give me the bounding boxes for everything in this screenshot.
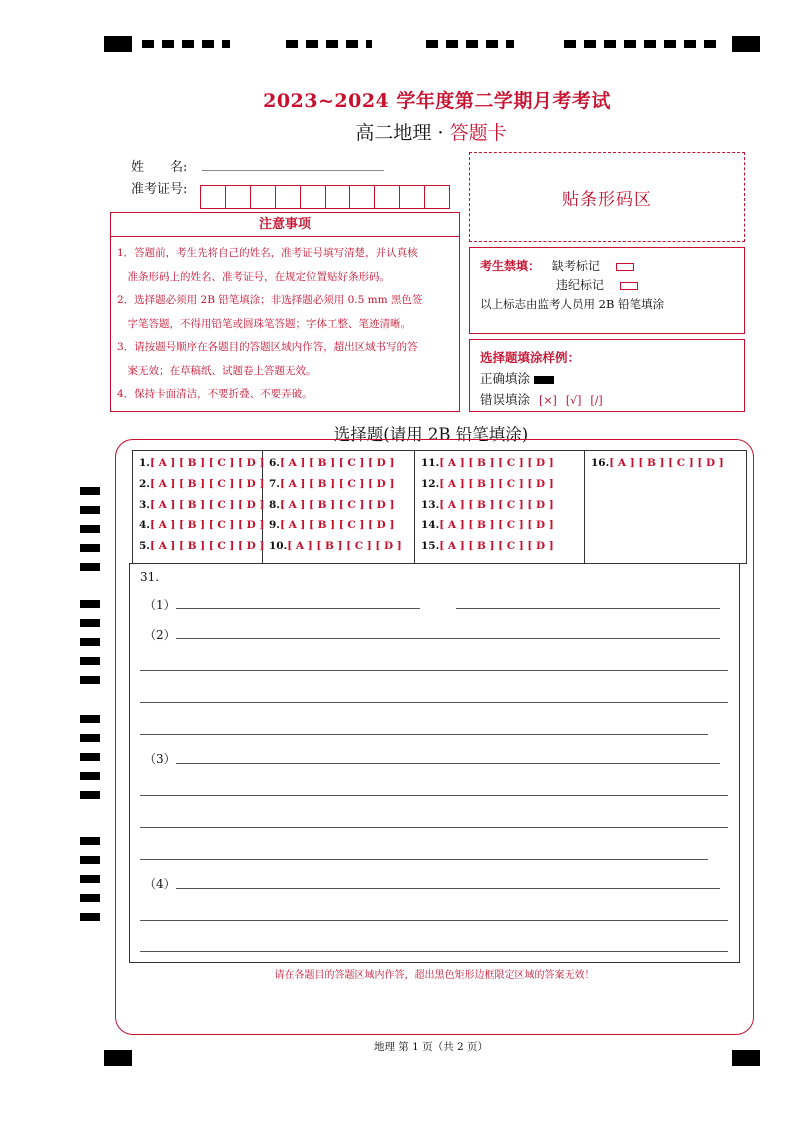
fill-sample-box <box>469 339 745 412</box>
mc-question-row[interactable]: 7.[ A ] [ B ] [ C ] [ D ] <box>269 477 395 490</box>
id-digit-box[interactable] <box>276 186 301 208</box>
q31-number: 31. <box>140 570 160 584</box>
exam-id-boxes[interactable] <box>200 185 450 209</box>
wrong-mark-cross: [×] <box>539 394 557 407</box>
mc-question-row[interactable]: 6.[ A ] [ B ] [ C ] [ D ] <box>269 457 395 469</box>
id-digit-box[interactable] <box>251 186 276 208</box>
mc-question-row[interactable]: 11.[ A ] [ B ] [ C ] [ D ] <box>421 457 554 469</box>
answer-line[interactable] <box>140 827 728 828</box>
note-line: 3．请按题号顺序在各题目的答题区域内作答，超出区域书写的答 <box>117 341 418 353</box>
wrong-mark-slash: [/] <box>590 394 603 407</box>
note-line: 2．选择题必须用 2B 铅笔填涂；非选择题必须用 0.5 mm 黑色签 <box>117 294 423 306</box>
note-line: 4．保持卡面清洁，不要折叠、不要弄破。 <box>117 388 313 400</box>
mc-table <box>132 450 747 564</box>
id-digit-box[interactable] <box>326 186 351 208</box>
answer-line[interactable] <box>140 702 728 703</box>
exam-title: 2023~2024 学年度第二学期月考考试 <box>263 90 611 112</box>
mc-section-title: 选择题(请用 2B 铅笔填涂) <box>333 425 529 444</box>
note-line: 1．答题前，考生先将自己的姓名，准考证号填写清楚，并认真核 <box>117 247 418 259</box>
answer-line[interactable] <box>140 670 728 671</box>
mc-column <box>585 451 746 563</box>
mc-question-row[interactable]: 9.[ A ] [ B ] [ C ] [ D ] <box>269 519 395 532</box>
answer-line[interactable] <box>456 608 720 609</box>
q31-part-label: （3） <box>144 752 176 766</box>
answer-line[interactable] <box>176 608 420 609</box>
q31-part-label: （1） <box>144 598 176 612</box>
mc-question-row[interactable]: 2.[ A ] [ B ] [ C ] [ D ] <box>139 477 265 490</box>
barcode-area <box>469 152 745 242</box>
id-digit-box[interactable] <box>301 186 326 208</box>
mc-question-row[interactable]: 4.[ A ] [ B ] [ C ] [ D ] <box>139 519 265 532</box>
answer-line[interactable] <box>140 859 708 860</box>
mc-column <box>263 451 415 563</box>
q31-part-label: （2） <box>144 628 176 642</box>
id-digit-box[interactable] <box>400 186 425 208</box>
answer-line[interactable] <box>140 734 708 735</box>
mc-question-row[interactable]: 15.[ A ] [ B ] [ C ] [ D ] <box>421 540 554 553</box>
filled-box-icon <box>534 376 554 384</box>
q31-part-label: （4） <box>144 877 176 891</box>
name-label: 姓 名: <box>131 160 188 175</box>
name-field[interactable] <box>202 170 384 171</box>
id-digit-box[interactable] <box>375 186 400 208</box>
proctor-only-title: 考生禁填： <box>480 259 541 273</box>
card-subtitle <box>0 118 794 145</box>
id-digit-box[interactable] <box>226 186 251 208</box>
proctor-note: 以上标志由监考人员用 2B 铅笔填涂 <box>480 297 665 311</box>
notes-title: 注意事项 <box>111 213 459 237</box>
violation-label: 违纪标记 <box>556 278 605 292</box>
subject-label: 高二地理 <box>355 122 432 144</box>
notes-list <box>111 237 459 407</box>
page-footer: 地理 第 1 页（共 2 页） <box>373 1041 489 1053</box>
mc-column <box>415 451 585 563</box>
id-digit-box[interactable] <box>425 186 449 208</box>
note-line: 准条形码上的姓名、准考证号，在规定位置贴好条形码。 <box>117 270 390 283</box>
mc-question-row[interactable]: 1.[ A ] [ B ] [ C ] [ D ] <box>139 457 265 469</box>
proctor-only-box <box>469 247 745 334</box>
mc-question-row[interactable]: 3.[ A ] [ B ] [ C ] [ D ] <box>139 498 265 511</box>
answer-line[interactable] <box>176 763 720 764</box>
mc-question-row[interactable]: 8.[ A ] [ B ] [ C ] [ D ] <box>269 498 395 511</box>
mc-question-row[interactable]: 16.[ A ] [ B ] [ C ] [ D ] <box>591 457 724 469</box>
id-digit-box[interactable] <box>350 186 375 208</box>
notes-box <box>110 212 460 412</box>
id-digit-box[interactable] <box>201 186 226 208</box>
exam-id-label: 准考证号: <box>131 182 188 197</box>
violation-mark-box[interactable] <box>620 282 638 290</box>
answer-line[interactable] <box>140 795 728 796</box>
fill-sample-title: 选择题填涂样例： <box>480 350 581 365</box>
q31-answer-area <box>129 563 740 963</box>
boundary-warning: 请在各题目的答题区域内作答，超出黑色矩形边框限定区域的答案无效！ <box>274 970 595 981</box>
answer-line[interactable] <box>140 951 728 952</box>
mc-question-row[interactable]: 13.[ A ] [ B ] [ C ] [ D ] <box>421 498 554 511</box>
answer-card-label: 答题卡 <box>449 122 507 144</box>
answer-line[interactable] <box>176 638 720 639</box>
absent-label: 缺考标记 <box>551 259 600 273</box>
mc-question-row[interactable]: 12.[ A ] [ B ] [ C ] [ D ] <box>421 477 554 490</box>
answer-line[interactable] <box>140 920 728 921</box>
answer-line[interactable] <box>176 888 720 889</box>
correct-fill-label: 正确填涂 <box>480 371 531 386</box>
subtitle-dot: · <box>437 122 444 144</box>
mc-question-row[interactable]: 14.[ A ] [ B ] [ C ] [ D ] <box>421 519 554 532</box>
mc-question-row[interactable]: 5.[ A ] [ B ] [ C ] [ D ] <box>139 540 265 553</box>
mc-question-row[interactable]: 10.[ A ] [ B ] [ C ] [ D ] <box>269 540 402 553</box>
wrong-fill-label: 错误填涂 <box>480 392 531 407</box>
note-line: 案无效；在草稿纸、试题卷上答题无效。 <box>117 364 317 377</box>
note-line: 字笔答题，不得用铅笔或圆珠笔答题；字体工整、笔迹清晰。 <box>117 317 411 330</box>
mc-column <box>133 451 263 563</box>
barcode-label: 贴条形码区 <box>562 189 652 210</box>
absent-mark-box[interactable] <box>616 263 634 271</box>
wrong-mark-check: [√] <box>565 394 582 407</box>
